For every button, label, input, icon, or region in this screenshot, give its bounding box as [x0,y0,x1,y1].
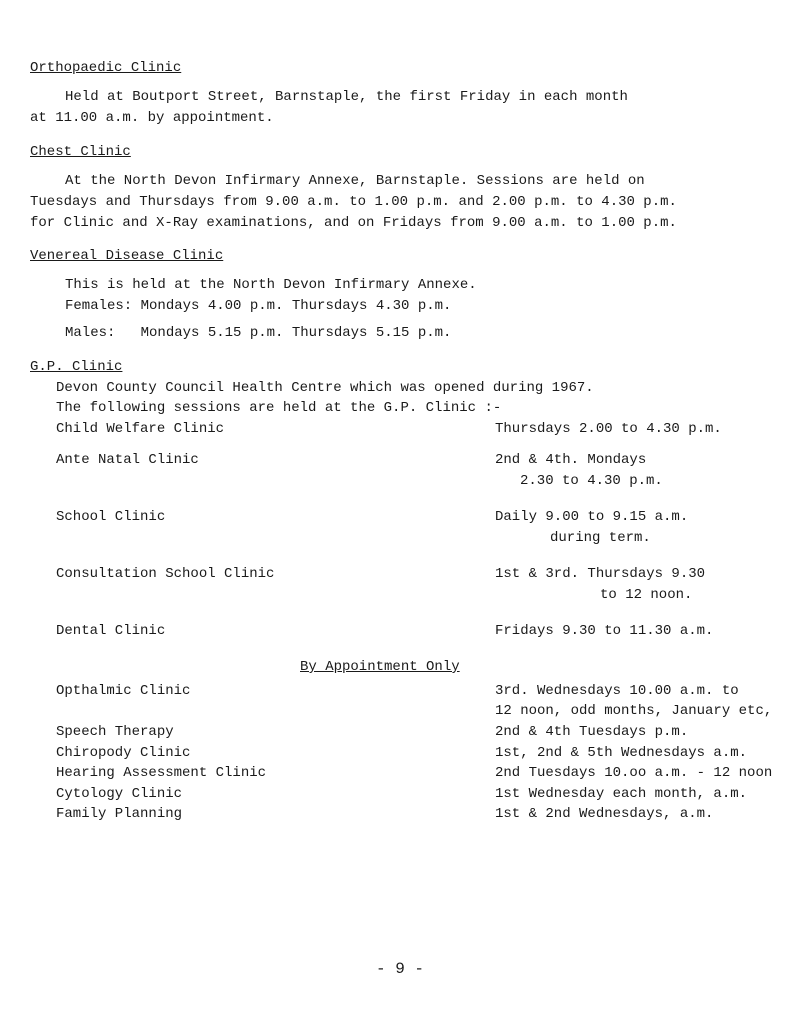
chest-text-3: for Clinic and X-Ray examinations, and on Fridays from 9.00 a.m. to 1.00 p.m. [30,215,677,231]
vd-heading: Venereal Disease Clinic [30,248,224,264]
clinic-time-cont: during term. [550,530,651,546]
clinic-name: Hearing Assessment Clinic [56,765,267,781]
clinic-name: Cytology Clinic [56,786,183,802]
clinic-name: Family Planning [56,806,183,822]
clinic-time: 1st & 2nd Wednesdays, a.m. [495,806,714,822]
gp-heading: G.P. Clinic [30,359,123,375]
clinic-name: Child Welfare Clinic [56,421,225,437]
clinic-name: Consultation School Clinic [56,566,275,582]
clinic-time-cont: to 12 noon. [600,587,693,603]
gp-text-2: The following sessions are held at the G.P. Clinic :- [56,400,502,416]
clinic-time: 2nd & 4th. Mondays [495,452,647,468]
clinic-time-cont: 2.30 to 4.30 p.m. [520,473,663,489]
orthopaedic-heading: Orthopaedic Clinic [30,60,182,76]
clinic-name: Ante Natal Clinic [56,452,199,468]
clinic-time: Thursdays 2.00 to 4.30 p.m. [495,421,722,437]
orthopaedic-text-2: at 11.00 a.m. by appointment. [30,110,274,126]
vd-text-1: This is held at the North Devon Infirmary Annexe. [65,277,477,293]
chest-text-1: At the North Devon Infirmary Annexe, Barnstaple. Sessions are held on [65,173,645,189]
clinic-time-cont: 12 noon, odd months, January etc, [495,703,773,719]
chest-text-2: Tuesdays and Thursdays from 9.00 a.m. to 1.00 p.m. and 2.00 p.m. to 4.30 p.m. [30,194,677,210]
clinic-name: Speech Therapy [56,724,174,740]
clinic-time: 3rd. Wednesdays 10.00 a.m. to [495,683,739,699]
clinic-time: Daily 9.00 to 9.15 a.m. [495,509,689,525]
clinic-time: 1st & 3rd. Thursdays 9.30 [495,566,706,582]
clinic-time: Fridays 9.30 to 11.30 a.m. [495,623,714,639]
vd-text-3: Males: Mondays 5.15 p.m. Thursdays 5.15 p.m. [65,325,452,341]
orthopaedic-text-1: Held at Boutport Street, Barnstaple, the first Friday in each month [65,89,628,105]
chest-heading: Chest Clinic [30,144,131,160]
clinic-time: 1st, 2nd & 5th Wednesdays a.m. [495,745,748,761]
page-number: - 9 - [375,960,424,978]
clinic-name: Chiropody Clinic [56,745,191,761]
clinic-time: 1st Wednesday each month, a.m. [495,786,748,802]
clinic-time: 2nd Tuesdays 10.oo a.m. - 12 noon [495,765,773,781]
clinic-time: 2nd & 4th Tuesdays p.m. [495,724,689,740]
appointment-heading: By Appointment Only [300,659,460,675]
gp-text-1: Devon County Council Health Centre which was opened during 1967. [56,380,594,396]
vd-text-2: Females: Mondays 4.00 p.m. Thursdays 4.30 p.m. [65,298,452,314]
clinic-name: Opthalmic Clinic [56,683,191,699]
clinic-name: Dental Clinic [56,623,166,639]
clinic-name: School Clinic [56,509,166,525]
